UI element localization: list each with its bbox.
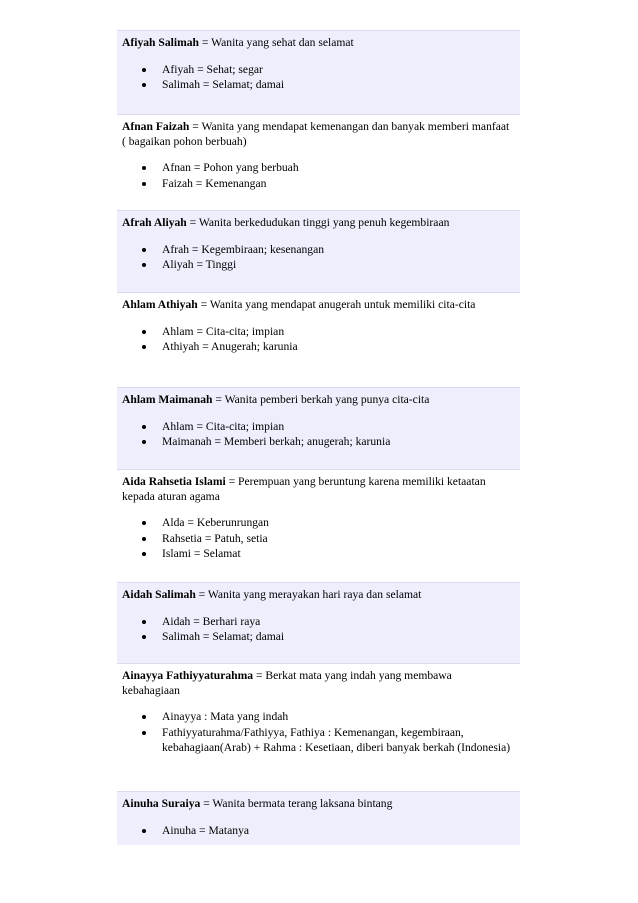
list-item: Faizah = Kemenangan — [162, 176, 512, 192]
entry-heading — [122, 797, 512, 812]
entry-name: Aida Rahsetia Islami — [122, 475, 226, 488]
list-item: Salimah = Selamat; damai — [162, 629, 512, 645]
entry-meaning: = Berkat mata yang indah yang membawa kebahagiaan — [122, 669, 452, 697]
entry-word-list — [122, 419, 512, 450]
list-item: Ainayya : Mata yang indah — [162, 709, 512, 725]
entry-meaning: = Wanita bermata terang laksana bintang — [200, 797, 393, 810]
entry-meaning: = Wanita pemberi berkah yang punya cita-cita — [212, 393, 430, 406]
names-table — [117, 30, 520, 845]
entry-name: Afrah Aliyah — [122, 216, 187, 229]
entry-name: Afnan Faizah — [122, 120, 190, 133]
entry-heading — [122, 216, 512, 231]
list-item: Afrah = Kegembiraan; kesenangan — [162, 242, 512, 258]
list-item: Aidah = Berhari raya — [162, 614, 512, 630]
entry-word-list — [122, 160, 512, 191]
entry-heading — [122, 669, 512, 698]
name-entry — [117, 663, 520, 791]
list-item: Maimanah = Memberi berkah; anugerah; karunia — [162, 434, 512, 450]
entry-word-list — [122, 614, 512, 645]
entry-heading — [122, 475, 512, 504]
name-entry — [117, 387, 520, 469]
entry-word-list — [122, 709, 512, 756]
entry-meaning: = Wanita yang mendapat kemenangan dan banyak memberi manfaat ( bagaikan pohon berbuah) — [122, 120, 510, 148]
entry-heading — [122, 36, 512, 51]
list-item: Alda = Keberunrungan — [162, 515, 512, 531]
entry-name: Ainuha Suraiya — [122, 797, 201, 810]
entry-meaning: = Wanita yang mendapat anugerah untuk memiliki cita-cita — [197, 298, 476, 311]
list-item: Ainuha = Matanya — [162, 823, 512, 839]
entry-heading — [122, 120, 512, 149]
entry-name: Afiyah Salimah — [122, 36, 199, 49]
entry-meaning: = Wanita yang merayakan hari raya dan selamat — [195, 588, 422, 601]
entry-name: Ahlam Maimanah — [122, 393, 213, 406]
entry-word-list — [122, 823, 512, 839]
list-item: Ahlam = Cita-cita; impian — [162, 324, 512, 340]
name-entry — [117, 582, 520, 663]
list-item: Fathiyyaturahma/Fathiyya, Fathiya : Kemenangan, kegembiraan, kebahagiaan(Arab) + Rahma : Kesetiaan, diberi banyak berkah (Indonesia) — [162, 725, 511, 754]
name-entry — [117, 30, 520, 114]
name-entry — [117, 469, 520, 582]
list-item: Ahlam = Cita-cita; impian — [162, 419, 512, 435]
entry-meaning: = Wanita berkedudukan tinggi yang penuh kegembiraan — [186, 216, 450, 229]
entry-meaning: = Wanita yang sehat dan selamat — [198, 36, 354, 49]
entry-meaning: = Perempuan yang beruntung karena memiliki ketaatan kepada aturan agama — [122, 475, 486, 503]
entry-word-list — [122, 62, 512, 93]
name-entry — [117, 114, 520, 210]
entry-heading — [122, 393, 512, 408]
list-item: Athiyah = Anugerah; karunia — [162, 339, 512, 355]
name-entry — [117, 791, 520, 845]
entry-word-list — [122, 324, 512, 355]
name-entry — [117, 210, 520, 292]
list-item: Salimah = Selamat; damai — [162, 77, 512, 93]
entry-heading — [122, 298, 512, 313]
list-item: Rahsetia = Patuh, setia — [162, 531, 512, 547]
list-item: Afiyah = Sehat; segar — [162, 62, 512, 78]
name-entry — [117, 292, 520, 387]
entry-heading — [122, 588, 512, 603]
list-item: Islami = Selamat — [162, 546, 512, 562]
entry-name: Ahlam Athiyah — [122, 298, 198, 311]
list-item: Aliyah = Tinggi — [162, 257, 512, 273]
entry-word-list — [122, 515, 512, 562]
entry-word-list — [122, 242, 512, 273]
list-item: Afnan = Pohon yang berbuah — [162, 160, 512, 176]
entry-name: Aidah Salimah — [122, 588, 196, 601]
entry-name: Ainayya Fathiyyaturahma — [122, 669, 254, 682]
